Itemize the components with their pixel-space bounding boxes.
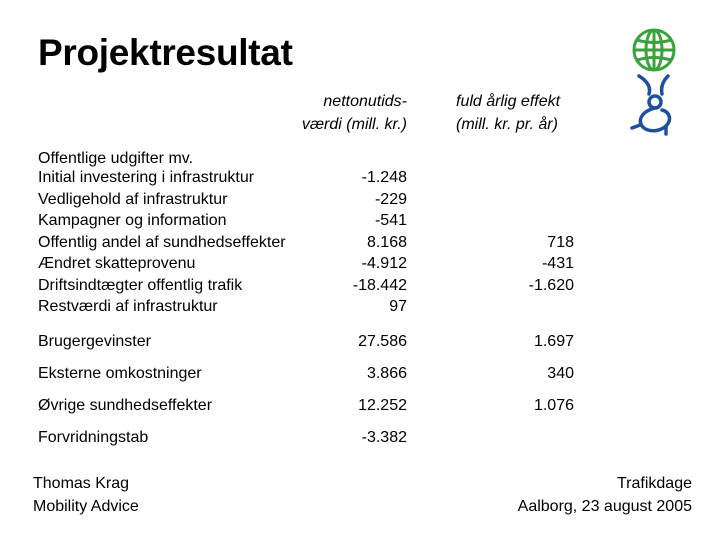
summary-npv-value: -3.382 <box>361 429 407 446</box>
row-npv-value: 8.168 <box>366 234 407 251</box>
row-annual-value: 718 <box>547 234 574 251</box>
globe-icon <box>634 30 674 70</box>
row-label: Offentlig andel af sundhedseffekter <box>38 234 286 251</box>
summary-npv-value: 12.252 <box>358 397 407 414</box>
row-label: Driftsindtægter offentlig trafik <box>38 277 243 294</box>
row-label: Kampagner og information <box>38 212 227 229</box>
row-label: Restværdi af infrastruktur <box>38 298 218 315</box>
event-footer <box>518 472 692 518</box>
summary-row-label: Forvridningstab <box>38 429 149 446</box>
row-label: Ændret skatteprovenu <box>38 255 196 272</box>
summary-annual-value: 340 <box>547 365 574 382</box>
npv-column-header <box>302 90 407 136</box>
summary-npv-value: 27.586 <box>358 333 407 350</box>
npv-header-line1: nettonutids- <box>323 93 407 110</box>
npv-header-line2: værdi (mill. kr.) <box>301 116 407 133</box>
annual-column-header <box>456 90 560 136</box>
summary-row-label: Øvrige sundhedseffekter <box>38 397 213 414</box>
row-label: Initial investering i infrastruktur <box>38 169 255 186</box>
row-npv-value: -4.912 <box>361 255 407 272</box>
event-name: Trafikdage <box>617 475 692 492</box>
person-figure-icon <box>632 76 669 134</box>
row-label: Vedligehold af infrastruktur <box>38 191 228 208</box>
summary-row-label: Brugergevinster <box>38 333 151 350</box>
summary-annual-value: 1.076 <box>533 397 574 414</box>
slide-title: Projektresultat <box>38 32 293 73</box>
row-npv-value: -1.248 <box>361 169 407 186</box>
summary-row-label: Eksterne omkostninger <box>38 365 202 382</box>
row-annual-value: -1.620 <box>528 277 574 294</box>
event-place-date: Aalborg, 23 august 2005 <box>517 498 692 515</box>
public-section-heading: Offentlige udgifter mv. <box>38 150 194 167</box>
annual-header-line1: fuld årlig effekt <box>456 93 561 110</box>
row-npv-value: -229 <box>374 191 407 208</box>
author-name: Thomas Krag <box>33 475 130 492</box>
author-company: Mobility Advice <box>33 498 139 515</box>
summary-npv-value: 3.866 <box>366 365 407 382</box>
row-npv-value: -541 <box>374 212 407 229</box>
row-npv-value: -18.442 <box>352 277 407 294</box>
summary-annual-value: 1.697 <box>533 333 574 350</box>
row-annual-value: -431 <box>541 255 574 272</box>
row-npv-value: 97 <box>389 298 407 315</box>
globe-figure-logo <box>622 26 686 138</box>
author-footer <box>33 472 139 518</box>
annual-header-line2: (mill. kr. pr. år) <box>456 116 558 133</box>
